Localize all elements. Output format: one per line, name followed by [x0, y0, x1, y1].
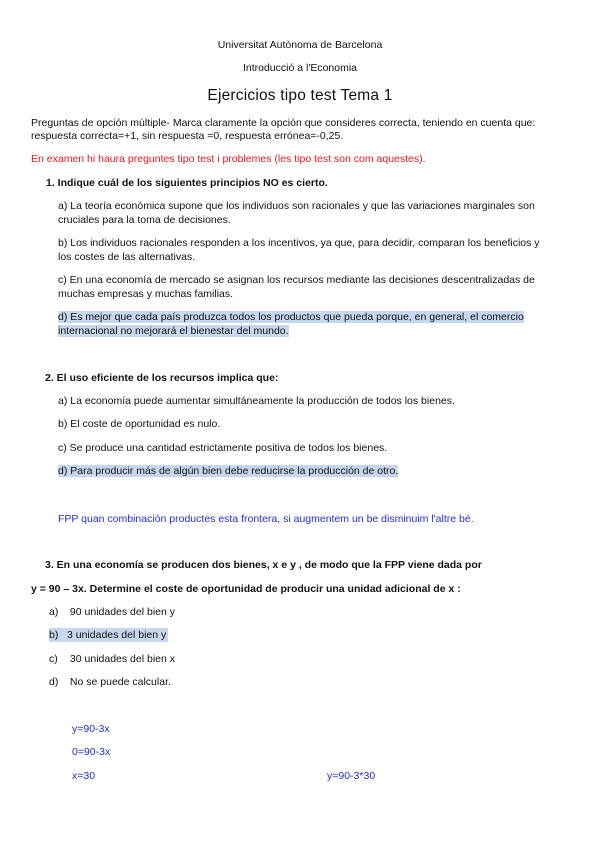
intro-line-2: respuesta correcta=+1, sin respuesta =0, respuesta errónea=-0,25. [31, 130, 344, 142]
course-name: Introducció a l'Economia [242, 62, 358, 74]
q1-option-b [58, 236, 568, 264]
q1-option-c-line1: c) En una economía de mercado se asignan los recursos mediante las decisiones descentralizadas de [58, 274, 535, 286]
q1-option-a-line2: cruciales para la toma de decisiones. [58, 214, 231, 226]
q3-option-b-highlight [49, 628, 168, 642]
university-name: Universitat Autònoma de Barcelona [217, 39, 383, 51]
question-3-title-line1: 3. En una economía se producen dos bienes, x e y , de modo que la FPP viene dada por [45, 559, 482, 571]
q1-option-d-line1: d) Es mejor que cada país produzca todos los productos que pueda porque, en general, el comercio [58, 311, 524, 323]
q3-option-d [49, 675, 171, 689]
q3-option-a-text: 90 unidades del bien y [69, 606, 176, 618]
q3-option-a-label: a) [49, 606, 59, 618]
q3-option-a [49, 605, 175, 619]
solution-step-2: 0=90-3x [72, 746, 111, 758]
q2-option-a: a) La economía puede aumentar simultáneamente la producción de todos los bienes. [58, 395, 455, 407]
q1-option-c [58, 273, 568, 301]
question-1-title: 1. Indique cuál de los siguientes principios NO es cierto. [46, 177, 328, 189]
question-2-title: 2. El uso eficiente de los recursos implica que: [45, 372, 279, 384]
q1-option-d-line2: internacional no mejorará el bienestar del mundo. [58, 325, 289, 337]
q3-option-d-text: No se puede calcular. [69, 676, 171, 688]
q2-option-d: d) Para producir más de algún bien debe reducirse la producción de otro. [58, 465, 399, 477]
q1-option-b-line2: los costes de las alternativas. [58, 251, 196, 263]
question-3-title-line2: y = 90 – 3x. Determine el coste de oportunidad de producir una unidad adicional de x : [31, 583, 461, 595]
q3-option-c-text: 30 unidades del bien x [69, 653, 176, 665]
solution-step-4: y=90-3*30 [327, 770, 376, 782]
q3-option-d-label: d) [49, 676, 59, 688]
q1-option-a-line1: a) La teoría económica supone que los individuos son racionales y que las variaciones marginales son [58, 200, 535, 212]
page-title: Ejercicios tipo test Tema 1 [207, 87, 393, 104]
solution-step-1: y=90-3x [72, 723, 110, 735]
q1-option-b-line1: b) Los individuos racionales responden a los incentivos, ya que, para decidir, comparan los beneficios y [58, 237, 540, 249]
q3-option-b-text: 3 unidades del bien y [67, 629, 167, 641]
q2-option-b: b) El coste de oportunidad es nulo. [58, 418, 221, 430]
q2-note: FPP quan combinación productes esta frontera, si augmentem un be disminuim l'altre bé. [58, 513, 474, 525]
q3-option-b-label: b) [49, 629, 59, 641]
q1-option-d [58, 310, 568, 338]
q3-option-b [49, 628, 168, 642]
q3-option-c-label: c) [49, 653, 58, 665]
exam-note: En examen hi haura preguntes tipo test i problemes (les tipo test son com aquestes). [31, 153, 426, 165]
intro-line-1: Preguntas de opción múltiple- Marca claramente la opción que consideres correcta, teniendo en cuenta que: [31, 117, 536, 129]
q3-option-c [49, 652, 175, 666]
q1-option-a [58, 199, 568, 227]
q2-option-c: c) Se produce una cantidad estrictamente positiva de todos los bienes. [58, 442, 388, 454]
q1-option-c-line2: muchas empresas y muchas familias. [58, 288, 234, 300]
solution-step-3: x=30 [72, 770, 96, 782]
